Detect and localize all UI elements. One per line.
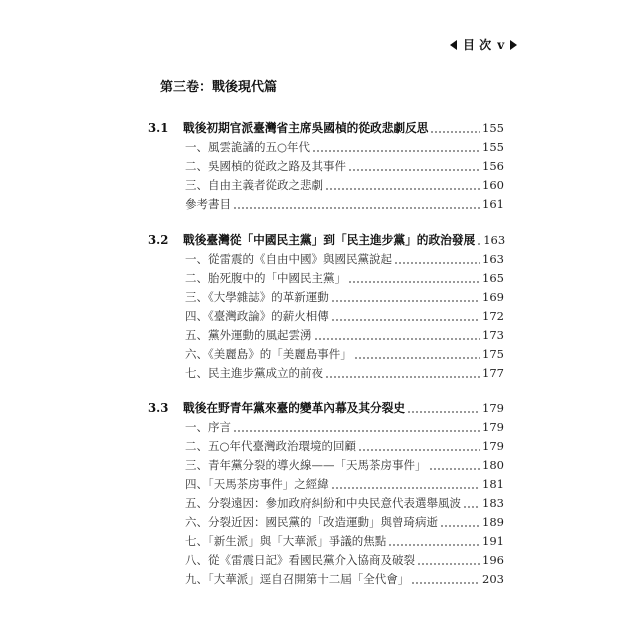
toc-entry [148,195,504,214]
section-number: 3.3 [148,401,169,415]
dot-leader [407,399,480,418]
page-number: 183 [482,496,504,510]
dot-leader [325,176,480,195]
part-title: 第三卷：戰後現代篇 [160,80,278,95]
page-number: 161 [482,197,504,211]
toc-section [148,119,504,214]
entry-title: 三、自由主義者從政之悲劇 [185,178,323,192]
page-number: 179 [482,439,504,453]
table-of-contents [148,119,504,589]
entry-title: 一、序言 [185,420,231,434]
page-number: 165 [482,270,504,285]
page-number: 191 [482,534,504,548]
toc-entry [148,494,504,513]
page-number: 160 [482,178,504,192]
dot-leader [314,326,481,345]
toc-entry [148,456,504,475]
section-title: 戰後臺灣從「中國民主黨」到「民主進步黨」的政治發展 [183,232,476,247]
toc-section-heading [148,399,504,418]
section-number: 3.1 [148,121,169,135]
running-head [450,37,517,53]
toc-entry [148,326,504,345]
toc-entry [148,437,504,456]
dot-leader [354,345,480,364]
dot-leader [331,288,480,307]
toc-entry [148,138,504,157]
page-number: 172 [482,308,504,323]
page-number: 155 [482,140,504,154]
entry-title: 二、五○年代臺灣政治環境的回顧 [185,439,357,453]
dot-leader [477,231,481,250]
dot-leader [233,418,480,437]
section-number: 3.2 [148,232,169,247]
page-number: 163 [482,251,504,266]
entry-title: 五、黨外運動的風起雲湧 [185,327,312,342]
entry-title: 九、「大華派」逕自召開第十二屆「全代會」 [185,572,410,586]
page-number: 156 [482,159,504,173]
dot-leader [429,456,481,475]
dot-leader [463,494,480,513]
dot-leader [430,119,480,138]
dot-leader [312,138,480,157]
toc-entry [148,364,504,383]
page-number: 169 [482,289,504,304]
entry-title: 三、《大學雜誌》的革新運動 [185,289,329,304]
page-number: 189 [482,515,504,529]
toc-entry [148,475,504,494]
entry-title: 三、青年黨分裂的導火線——「天馬茶房事件」 [185,458,427,472]
toc-entry [148,288,504,307]
dot-leader [348,269,480,288]
triangle-right-icon [510,40,517,50]
dot-leader [233,195,480,214]
page-number: 179 [482,401,504,415]
page-number: 196 [482,553,504,567]
triangle-left-icon [450,40,457,50]
running-head-page-number: v [497,38,505,52]
toc-section-heading [148,231,504,250]
entry-title: 二、胎死腹中的「中國民主黨」 [185,270,346,285]
page-number: 177 [482,365,504,380]
dot-leader [325,364,480,383]
page-number: 173 [482,327,504,342]
toc-section [148,231,504,383]
toc-section [148,399,504,589]
dot-leader [331,475,480,494]
entry-title: 七、民主進步黨成立的前夜 [185,365,323,380]
entry-title: 六、分裂近因：國民黨的「改造運動」與曾琦病逝 [185,515,438,529]
page-number: 179 [482,420,504,434]
toc-entry [148,250,504,269]
entry-title: 參考書目 [185,197,231,211]
entry-title: 二、吳國楨的從政之路及其事件 [185,159,346,173]
entry-title: 四、「天馬茶房事件」之經緯 [185,477,329,491]
toc-entry [148,513,504,532]
toc-entry [148,532,504,551]
page-number: 155 [482,121,504,135]
dot-leader [411,570,480,589]
entry-title: 一、風雲詭譎的五○年代 [185,140,311,154]
dot-leader [440,513,480,532]
page-number: 180 [482,458,504,472]
dot-leader [394,250,480,269]
toc-entry [148,418,504,437]
dot-leader [348,157,480,176]
entry-title: 四、《臺灣政論》的薪火相傳 [185,308,329,323]
page-number: 163 [483,232,506,247]
toc-entry [148,269,504,288]
page-number: 203 [482,572,504,586]
entry-title: 一、從雷震的《自由中國》與國民黨說起 [185,251,392,266]
entry-title: 八、從《雷震日記》看國民黨介入協商及破裂 [185,553,415,567]
running-head-title: 目 次 [463,38,492,52]
section-title: 戰後在野青年黨來臺的變革內幕及其分裂史 [183,401,406,415]
toc-entry [148,157,504,176]
section-title: 戰後初期官派臺灣省主席吳國楨的從政悲劇反思 [183,121,429,135]
dot-leader [358,437,480,456]
dot-leader [388,532,480,551]
toc-entry [148,176,504,195]
toc-entry [148,551,504,570]
toc-section-heading [148,119,504,138]
toc-entry [148,345,504,364]
entry-title: 七、「新生派」與「大華派」爭議的焦點 [185,534,387,548]
entry-title: 六、《美麗島》的「美麗島事件」 [185,346,352,361]
page-number: 175 [482,346,504,361]
page-number: 181 [482,477,504,491]
toc-entry [148,570,504,589]
dot-leader [417,551,480,570]
dot-leader [331,307,480,326]
entry-title: 五、分裂遠因：參加政府糾紛和中央民意代表選舉風波 [185,496,461,510]
toc-entry [148,307,504,326]
